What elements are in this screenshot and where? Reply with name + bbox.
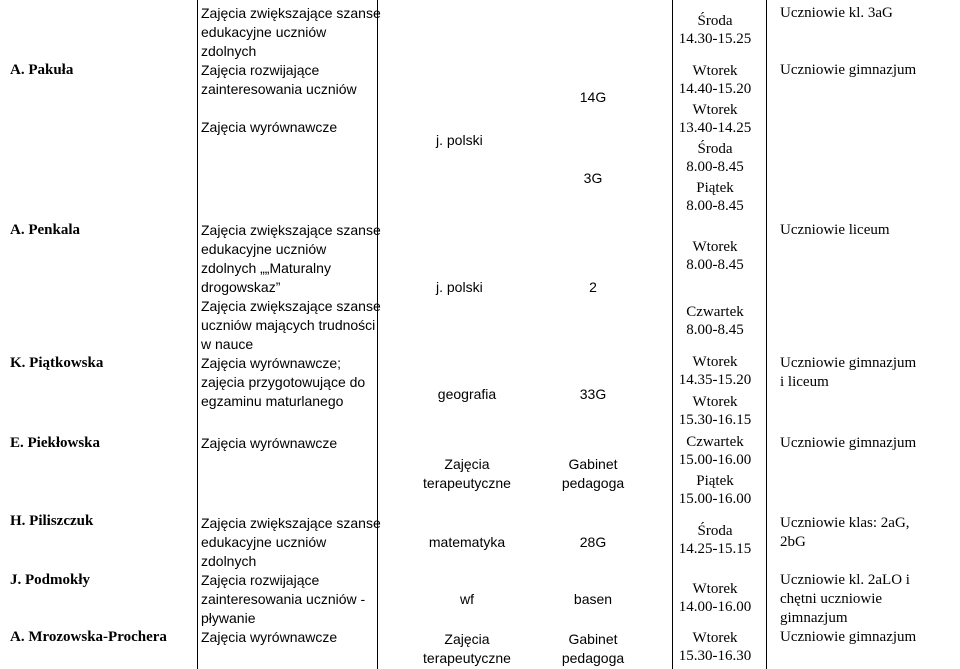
- room: 28G: [579, 534, 607, 550]
- room: pedagoga: [561, 650, 625, 666]
- time-range: 14.35-15.20: [678, 372, 752, 388]
- room: basen: [573, 591, 613, 607]
- time-range: 8.00-8.45: [686, 159, 744, 175]
- teacher-name: A. Mrozowska-Prochera: [10, 629, 167, 645]
- room: Gabinet: [568, 456, 618, 472]
- time-day: Wtorek: [692, 239, 738, 255]
- student-group: Uczniowie gimnazjum: [780, 355, 917, 371]
- subject: terapeutyczne: [423, 475, 511, 491]
- column-divider: [377, 0, 378, 669]
- activity-line: zainteresowania uczniów -: [201, 591, 366, 607]
- time-day: Środa: [697, 141, 733, 157]
- time-range: 8.00-8.45: [686, 322, 744, 338]
- room: 3G: [583, 170, 603, 186]
- activity-line: zdolnych „„Maturalny: [201, 260, 331, 276]
- activity-line: drogowskaz”: [201, 279, 281, 295]
- time-day: Wtorek: [692, 630, 738, 646]
- teacher-name: E. Piekłowska: [10, 435, 101, 451]
- activity-line: Zajęcia wyrównawcze: [201, 629, 338, 645]
- time-day: Czwartek: [686, 434, 744, 450]
- activity-line: Zajęcia rozwijające: [201, 572, 320, 588]
- time-range: 15.00-16.00: [678, 491, 752, 507]
- teacher-name: A. Penkala: [10, 222, 81, 238]
- subject: wf: [460, 591, 474, 607]
- activity-line: Zajęcia rozwijające: [201, 62, 320, 78]
- activity-line: uczniów mających trudności: [201, 317, 376, 333]
- subject: Zajęcia: [444, 631, 490, 647]
- time-day: Wtorek: [692, 102, 738, 118]
- activity-line: zajęcia przygotowujące do: [201, 374, 366, 390]
- activity-line: Zajęcia zwiększające szanse: [201, 5, 381, 21]
- time-day: Czwartek: [686, 304, 744, 320]
- activity-line: pływanie: [201, 610, 256, 626]
- time-range: 14.30-15.25: [678, 31, 752, 47]
- time-day: Wtorek: [692, 394, 738, 410]
- student-group: i liceum: [780, 374, 829, 390]
- student-group: Uczniowie kl. 3aG: [780, 5, 893, 21]
- room: Gabinet: [568, 631, 618, 647]
- time-day: Wtorek: [692, 581, 738, 597]
- subject: matematyka: [428, 534, 506, 550]
- time-day: Piątek: [696, 180, 734, 196]
- time-range: 15.00-16.00: [678, 452, 752, 468]
- activity-line: Zajęcia zwiększające szanse: [201, 515, 381, 531]
- time-day: Środa: [697, 523, 733, 539]
- teacher-name: K. Piątkowska: [10, 355, 104, 371]
- time-range: 8.00-8.45: [686, 198, 744, 214]
- student-group: Uczniowie liceum: [780, 222, 890, 238]
- student-group: Uczniowie gimnazjum: [780, 629, 917, 645]
- activity-line: edukacyjne uczniów: [201, 534, 327, 550]
- subject: Zajęcia: [444, 456, 490, 472]
- activity-line: zdolnych: [201, 43, 257, 59]
- time-day: Środa: [697, 13, 733, 29]
- teacher-name: J. Podmokły: [10, 572, 91, 588]
- room: 2: [589, 279, 597, 295]
- column-divider: [766, 0, 767, 669]
- student-group: gimnazjum: [780, 610, 848, 626]
- time-day: Piątek: [696, 473, 734, 489]
- activity-line: Zajęcia zwiększające szanse: [201, 222, 381, 238]
- time-range: 15.30-16.15: [678, 412, 752, 428]
- time-range: 8.00-8.45: [686, 257, 744, 273]
- activity-line: edukacyjne uczniów: [201, 241, 327, 257]
- student-group: chętni uczniowie: [780, 591, 883, 607]
- time-range: 14.40-15.20: [678, 81, 752, 97]
- student-group: Uczniowie gimnazjum: [780, 62, 917, 78]
- subject: j. polski: [436, 279, 483, 295]
- student-group: 2bG: [780, 534, 806, 550]
- time-range: 14.00-16.00: [678, 599, 752, 615]
- activity-line: Zajęcia wyrównawcze: [201, 435, 338, 451]
- student-group: Uczniowie klas: 2aG,: [780, 515, 910, 531]
- teacher-name: A. Pakuła: [10, 62, 74, 78]
- activity-line: zdolnych: [201, 553, 257, 569]
- activity-line: egzaminu maturlanego: [201, 393, 344, 409]
- activity-line: Zajęcia zwiększające szanse: [201, 298, 381, 314]
- activity-line: edukacyjne uczniów: [201, 24, 327, 40]
- teacher-name: H. Piliszczuk: [10, 513, 94, 529]
- student-group: Uczniowie kl. 2aLO i: [780, 572, 910, 588]
- activity-line: w nauce: [201, 336, 254, 352]
- column-divider: [672, 0, 673, 669]
- time-range: 15.30-16.30: [678, 648, 752, 664]
- time-day: Wtorek: [692, 63, 738, 79]
- room: 14G: [579, 89, 607, 105]
- student-group: Uczniowie gimnazjum: [780, 435, 917, 451]
- activity-line: Zajęcia wyrównawcze: [201, 119, 338, 135]
- column-divider: [197, 0, 198, 669]
- subject: geografia: [437, 386, 497, 402]
- activity-line: zainteresowania uczniów: [201, 81, 357, 97]
- room: 33G: [579, 386, 607, 402]
- subject: terapeutyczne: [423, 650, 511, 666]
- activity-line: Zajęcia wyrównawcze;: [201, 355, 342, 371]
- time-day: Wtorek: [692, 354, 738, 370]
- time-range: 14.25-15.15: [678, 541, 752, 557]
- room: pedagoga: [561, 475, 625, 491]
- subject: j. polski: [436, 132, 483, 148]
- time-range: 13.40-14.25: [678, 120, 752, 136]
